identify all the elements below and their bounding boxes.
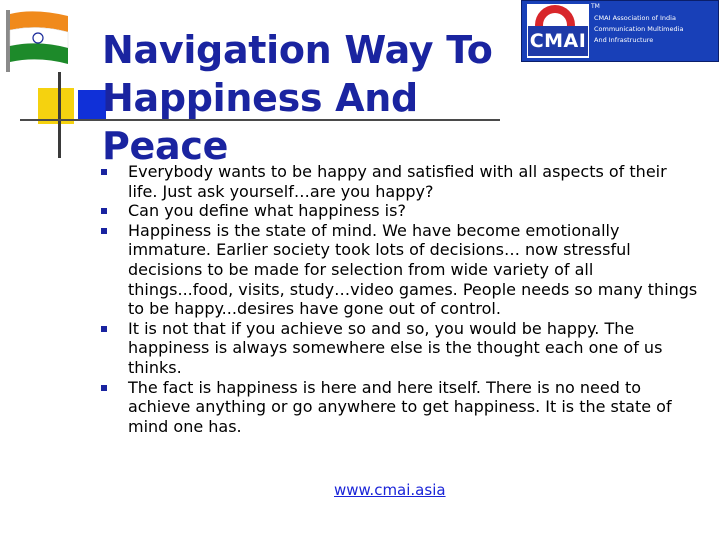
bullet-item [0,378,700,437]
slide-title-line-1: Navigation Way To [102,28,493,72]
square-bullet-icon [101,208,107,214]
bullet-item [0,201,700,221]
logo-trademark: TM [591,3,600,10]
slide-title-line-2: Happiness And Peace [102,76,418,168]
logo-text [594,13,716,46]
bullet-text: Everybody wants to be happy and satisfied with all aspects of their life. Just ask yourself…are you happy? [128,162,667,201]
square-bullet-icon [101,385,107,391]
india-flag-icon [4,8,70,74]
bullet-text: Can you define what happiness is? [128,201,406,221]
slide-title [102,26,542,170]
bullet-list [0,162,720,436]
square-bullet-icon [101,228,107,234]
cmai-logo [521,0,719,62]
bullet-text: It is not that if you achieve so and so, you would be happy. The happiness is always somewhere else is the thought each one of us thinks. [128,318,663,377]
bullet-text: Happiness is the state of mind. We have become emotionally immature. Earlier society took lots of decisions… now stressful decisions to be made for selection from wide variety of all things...food, visits, study…video games. People needs so many things to be happy...desires have gone out of control. [128,220,698,319]
logo-text-line-2: Communication Multimedia [594,25,684,33]
square-bullet-icon [101,169,107,175]
bullet-item [0,319,700,378]
decorative-vertical-line [58,72,61,158]
logo-abbrev: CMAI [528,26,588,56]
cmai-logo-mark [527,4,589,58]
bullet-text: The fact is happiness is here and here itself. There is no need to achieve anything or go anywhere to get happiness. It is the state of mind one has. [128,377,672,436]
footer-link-wrap [334,480,446,499]
website-link[interactable]: www.cmai.asia [334,481,446,499]
bullet-item [0,221,700,319]
logo-text-line-1: CMAI Association of India [594,14,676,22]
bullet-item [0,162,700,201]
logo-text-line-3: And Infrastructure [594,36,654,44]
square-bullet-icon [101,326,107,332]
